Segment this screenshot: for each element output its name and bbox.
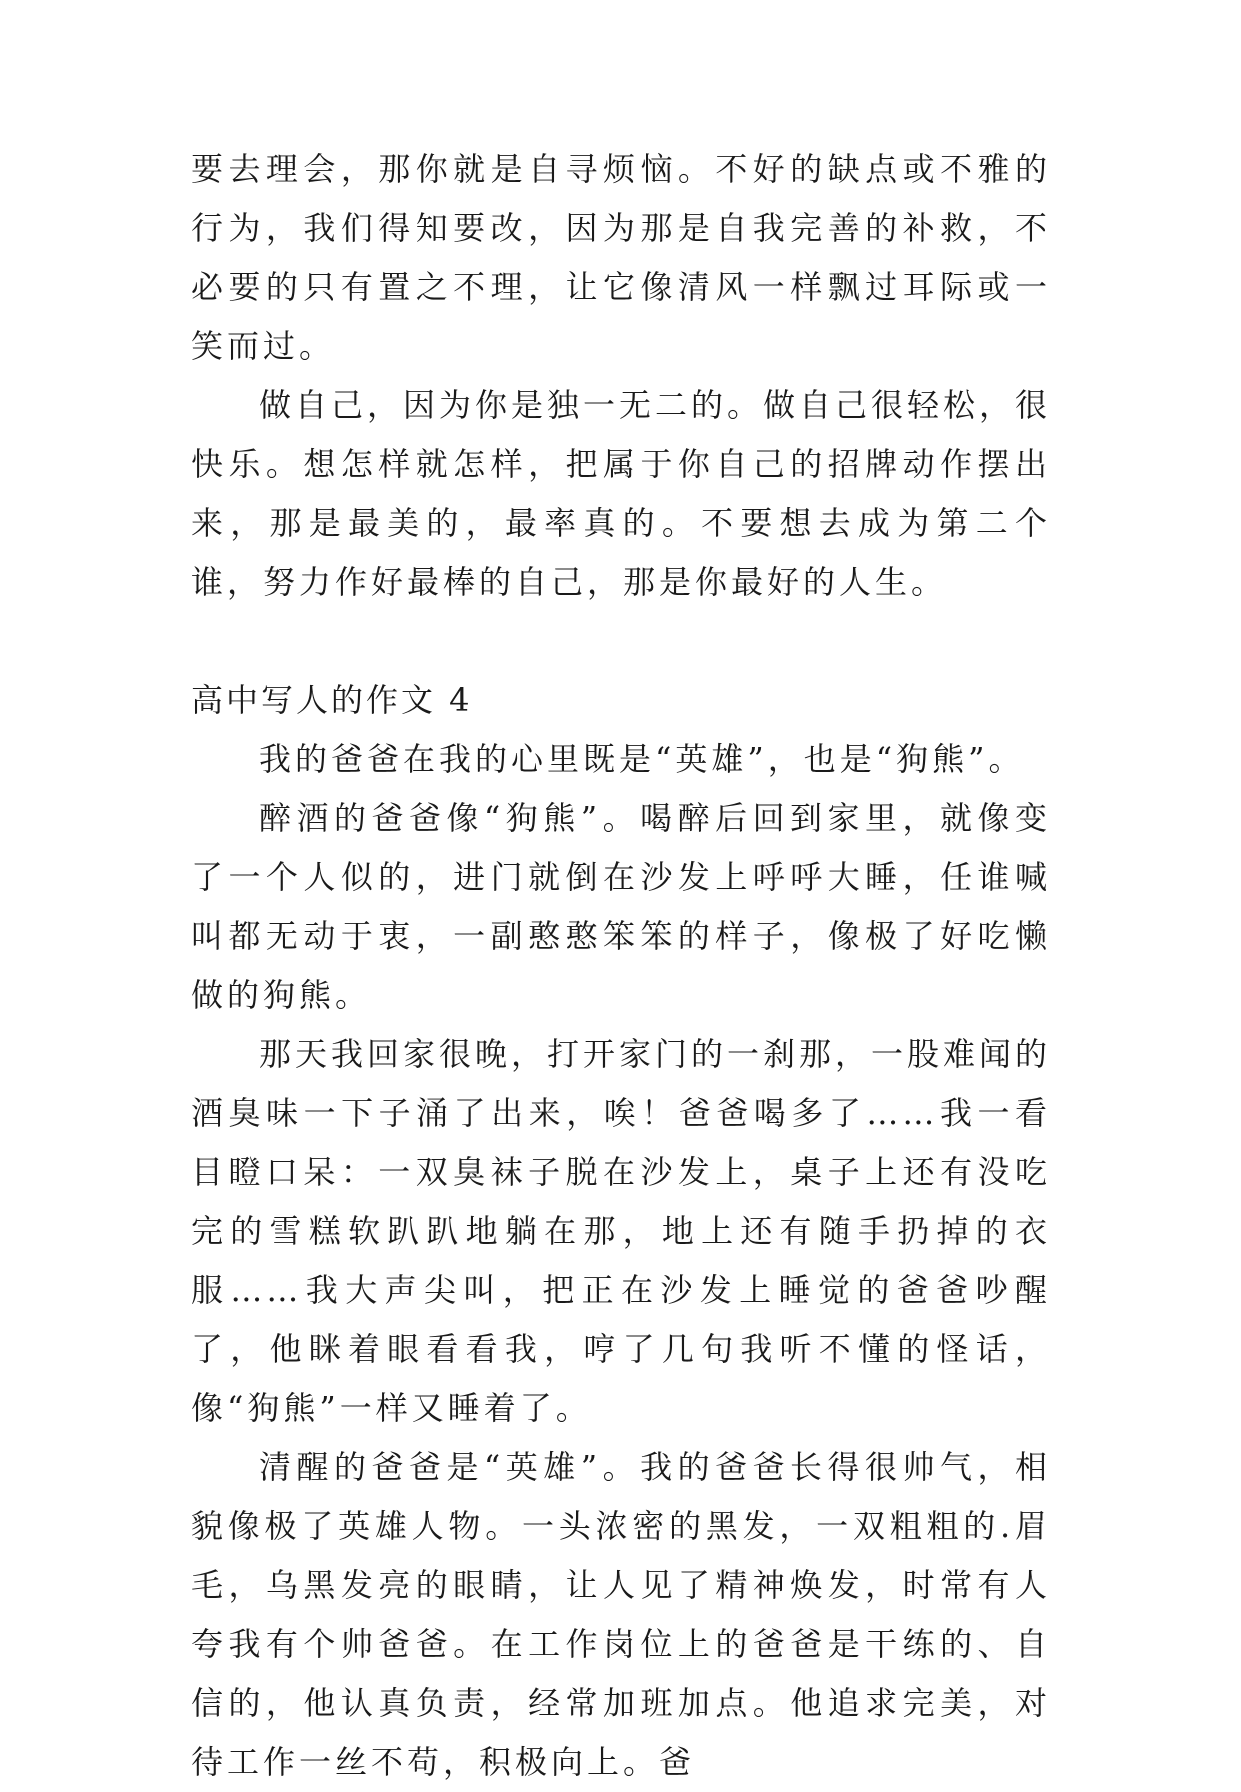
paragraph: 做自己，因为你是独一无二的。做自己很轻松，很快乐。想怎样就怎样，把属于你自己的招牌动作摆出来，那是最美的，最率真的。不要想去成为第二个谁，努力作好最棒的自己，那是你最好的人生。: [191, 386, 1052, 601]
paragraph: 我的爸爸在我的心里既是“英雄”，也是“狗熊”。: [259, 740, 1025, 778]
paragraph: 清醒的爸爸是“英雄”。我的爸爸长得很帅气，相貌像极了英雄人物。一头浓密的黑发，一双粗粗的.眉毛，乌黑发亮的眼睛，让人见了精神焕发，时常有人夸我有个帅爸爸。在工作岗位上的爸爸是干练的、自信的，他认真负责，经常加班加点。他追求完美，对待工作一丝不苟，积极向上。爸: [191, 1448, 1051, 1781]
paragraph: 那天我回家很晚，打开家门的一刹那，一股难闻的酒臭味一下子涌了出来，唉！爸爸喝多了……我一看目瞪口呆：一双臭袜子脱在沙发上，桌子上还有没吃完的雪糕软趴趴地躺在那，地上还有随手扔掉的衣服……我大声尖叫，把正在沙发上睡觉的爸爸吵醒了，他眯着眼看看我，哼了几句我听不懂的怪话，像“狗熊”一样又睡着了。: [191, 1035, 1052, 1427]
paragraph: 醉酒的爸爸像“狗熊”。喝醉后回到家里，就像变了一个人似的，进门就倒在沙发上呼呼大睡，任谁喊叫都无动于衷，一副憨憨笨笨的样子，像极了好吃懒做的狗熊。: [191, 799, 1051, 1014]
paragraph: 要去理会，那你就是自寻烦恼。不好的缺点或不雅的行为，我们得知要改，因为那是自我完善的补救，不必要的只有置之不理，让它像清风一样飘过耳际或一笑而过。: [191, 150, 1051, 365]
section-title: 高中写人的作文 4: [191, 681, 473, 719]
document-body: [191, 140, 1051, 1792]
